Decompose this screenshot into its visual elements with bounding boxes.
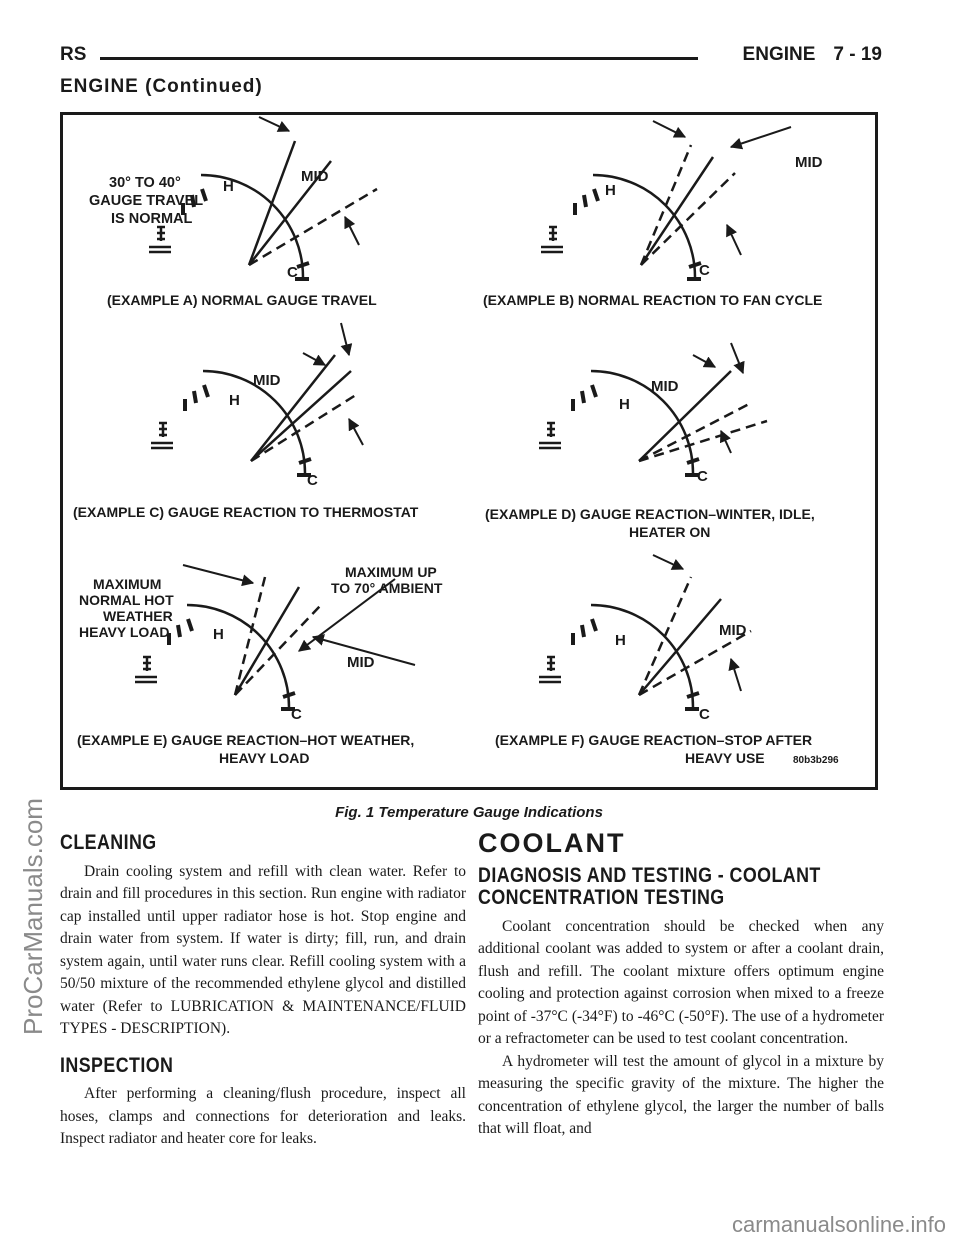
gauge-label-h: H: [213, 626, 224, 643]
example-e-note-right-2: TO 70° AMBIENT: [331, 580, 443, 596]
header-rule: [100, 57, 698, 60]
cleaning-heading: CLEANING: [60, 831, 157, 854]
left-column: [60, 832, 466, 1151]
right-column: [478, 828, 884, 1141]
gauge-label-c: C: [697, 468, 708, 485]
example-e-note-left-2: NORMAL HOT: [79, 592, 174, 608]
header-page: 7 - 19: [833, 44, 882, 65]
inspection-text: After performing a cleaning/flush procedure, inspect all hoses, clamps and connections for deterioration and leaks. Inspect radiator and heater core for leaks.: [60, 1085, 466, 1147]
example-f-title2: HEAVY USE: [685, 750, 765, 766]
example-e-note-left-3: WEATHER: [103, 608, 173, 624]
gauge-label-h: H: [619, 396, 630, 413]
gauge-label-c: C: [291, 706, 302, 723]
gauge-label-mid: MID: [651, 378, 679, 395]
coolant-para-2: A hydrometer will test the amount of glycol in a mixture by measuring the specific gravity of the mixture. The higher the concentration of ethylene glycol, the larger the number of balls that will float, and: [478, 1052, 884, 1137]
diagnosis-heading-1: DIAGNOSIS AND TESTING - COOLANT: [478, 863, 821, 887]
example-a-note-2: GAUGE TRAVEL: [89, 193, 204, 209]
figure-caption: Fig. 1 Temperature Gauge Indications: [335, 804, 603, 821]
figure-temperature-gauge: [60, 112, 878, 790]
example-e-note-left-1: MAXIMUM: [93, 576, 162, 592]
example-d-diagram: [539, 343, 767, 475]
example-d-title2: HEATER ON: [629, 524, 711, 540]
gauge-label-mid: MID: [301, 168, 329, 185]
example-e-note-left-4: HEAVY LOAD: [79, 624, 170, 640]
example-c-title: (EXAMPLE C) GAUGE REACTION TO THERMOSTAT: [73, 504, 419, 520]
gauge-label-c: C: [699, 262, 710, 279]
example-e-title: (EXAMPLE E) GAUGE REACTION–HOT WEATHER,: [77, 732, 415, 748]
example-b-title: (EXAMPLE B) NORMAL REACTION TO FAN CYCLE: [483, 292, 823, 308]
diagnosis-heading-2: CONCENTRATION TESTING: [478, 886, 725, 909]
footer-site[interactable]: carmanualsonline.info: [731, 1212, 946, 1237]
example-e-note-right-1: MAXIMUM UP: [345, 564, 437, 580]
example-a-title: (EXAMPLE A) NORMAL GAUGE TRAVEL: [107, 292, 377, 308]
coolant-para-1: Coolant concentration should be checked when any additional coolant was added to system or after a coolant drain, flush and refill. The coolant mixture offers optimum engine cooling and protection against corrosion when mixed to a freeze point of -37°C (-34°F) to -46°C (-50°F). The use of a hydrometer or a refractometer can be used to test coolant concentration.: [478, 917, 884, 1047]
gauge-label-h: H: [605, 182, 616, 199]
gauge-label-c: C: [699, 706, 710, 723]
header-left: RS: [60, 44, 87, 65]
gauge-label-h: H: [223, 178, 234, 195]
gauge-label-c: C: [287, 264, 298, 281]
example-b-diagram: [541, 121, 791, 279]
gauge-label-mid: MID: [719, 622, 747, 639]
example-a-note-3: IS NORMAL: [111, 211, 193, 227]
example-e-title2: HEAVY LOAD: [219, 750, 310, 766]
page-header: [60, 44, 882, 68]
gauge-label-h: H: [615, 632, 626, 649]
example-a-note-1: 30° TO 40°: [109, 175, 181, 191]
continued-label: ENGINE (Continued): [60, 76, 263, 97]
gauge-label-c: C: [307, 472, 318, 489]
header-right: [725, 44, 882, 66]
cleaning-text: Drain cooling system and refill with clean water. Refer to drain and fill procedures in this section. Run engine with radiator cap installed until upper radiator hose is hot. Stop engine and drain water from system. If water is dirty; fill, run, and drain system again, until water runs clear. Refill cooling system with a 50/50 mixture of the recommended ethylene glycol and distilled water (Refer to LUBRICATION & MAINTENANCE/FLUID TYPES - DESCRIPTION).: [60, 862, 466, 1037]
gauge-label-h: H: [229, 392, 240, 409]
coolant-heading: COOLANT: [478, 828, 626, 858]
inspection-heading: INSPECTION: [60, 1053, 174, 1077]
example-c-diagram: [151, 323, 363, 475]
header-section: ENGINE: [742, 44, 816, 65]
gauge-label-mid: MID: [253, 372, 281, 389]
figure-code: 80b3b296: [793, 755, 839, 766]
gauge-label-mid: MID: [347, 654, 375, 671]
gauge-diagram: [63, 115, 875, 787]
gauge-label-mid: MID: [795, 154, 823, 171]
example-d-title: (EXAMPLE D) GAUGE REACTION–WINTER, IDLE,: [485, 506, 815, 522]
example-f-title: (EXAMPLE F) GAUGE REACTION–STOP AFTER: [495, 732, 813, 748]
watermark: ProCarManuals.com: [18, 798, 48, 1035]
